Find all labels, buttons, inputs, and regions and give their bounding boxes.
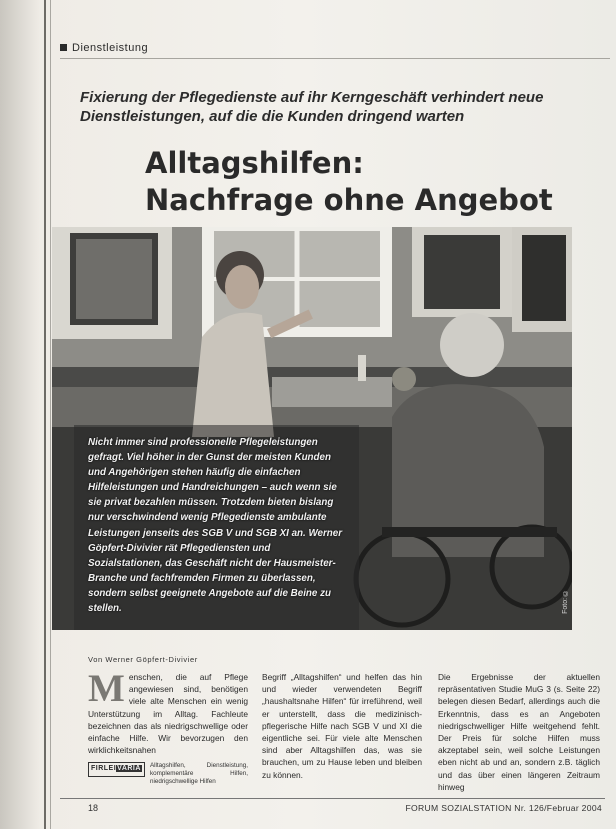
photo-credit: Foto: © xyxy=(562,589,569,614)
page-number: 18 xyxy=(88,803,99,813)
page-spine-line-inner xyxy=(50,0,51,829)
section-label-text: Dienstleistung xyxy=(72,42,149,54)
keyword-logo-inverted: VARIA xyxy=(117,765,141,773)
text-column-2: Begriff „Alltagshilfen“ und helfen das hin und wieder verwendeten Begriff „haushaltsnahe Hilfen“ für irreführend, weil er unterstellt, dass die medizinisch-pflegerische Hilfe nach SGB V und XI die eigentliche sei. Für viele alte Menschen sind aber Alltagshilfen das, was sie brauchen, um zu Hause leben und bleiben zu können. xyxy=(262,672,422,780)
article-byline: Von Werner Göpfert-Divivier xyxy=(88,655,198,664)
keyword-list: Alltagshilfen, Dienstleistung, komplementäre Hilfen, niedrigschwellige Hilfen xyxy=(149,762,248,786)
section-square-icon xyxy=(60,44,67,51)
headline-line-1: Alltagshilfen: xyxy=(145,146,364,180)
keyword-logo-label: FIRLEI xyxy=(91,765,117,773)
journal-issue: FORUM SOZIALSTATION Nr. 126/Februar 2004 xyxy=(405,803,602,813)
drop-cap: M xyxy=(88,667,125,710)
keyword-box xyxy=(88,762,248,786)
text-column-3: Die Ergebnisse der aktuellen repräsentativen Studie MuG 3 (s. Seite 22) belegen diesen Bedarf, allerdings auch die Erkenntnis, dass es an Angeboten niedrigschwelliger Hilfe weitgehend fehlt. Der Preis für solche Hilfen muss akzeptabel sein, weil solche Leistungen eben nicht ab und an, sondern z.B. täglich und das über einen längeren Zeitraum hinweg xyxy=(438,672,600,792)
text-column-1 xyxy=(88,667,248,786)
keyword-logo xyxy=(88,762,145,776)
article-photo xyxy=(52,227,572,630)
page-spine-line xyxy=(44,0,46,829)
article-subtitle: Fixierung der Pflegedienste auf ihr Kerngeschäft verhindert neue Dienstleistungen, auf die die Kunden dringend warten xyxy=(80,89,544,125)
photo-caption: Nicht immer sind professionelle Pflegeleistungen gefragt. Viel höher in der Gunst der meisten Kunden und Angehörigen stehen häufig die einfachen Hilfeleistungen und Handreichungen – auch wenn sie sie privat bezahlen müssen. Trotzdem bieten bislang nur verschwindend wenig Pflegedienste ambulante Leistungen jenseits des SGB V und SGB XI an. Werner Göpfert-Divivier rät Pflegediensten und Sozialstationen, das Geschäft nicht der Hausmeister-Branche und fachfremden Firmen zu überlassen, sondern selbst geeignete Angebote auf die Beine zu stellen. xyxy=(88,437,343,615)
section-label xyxy=(60,42,148,54)
article-headline xyxy=(145,145,605,219)
column-1-text: enschen, die auf Pflege angewiesen sind, benötigen viele alte Menschen ein wenig Unterstützung im Alltag. Fachleute bezeichnen das als niedrigschwellige oder einfache Hilfe. Wir bevorzugen den wirklichkeitsnahen xyxy=(88,672,248,756)
column-1-paragraph xyxy=(88,667,248,756)
section-divider xyxy=(60,58,610,59)
headline-line-2: Nachfrage ohne Angebot xyxy=(145,183,553,217)
footer-divider xyxy=(60,798,605,799)
